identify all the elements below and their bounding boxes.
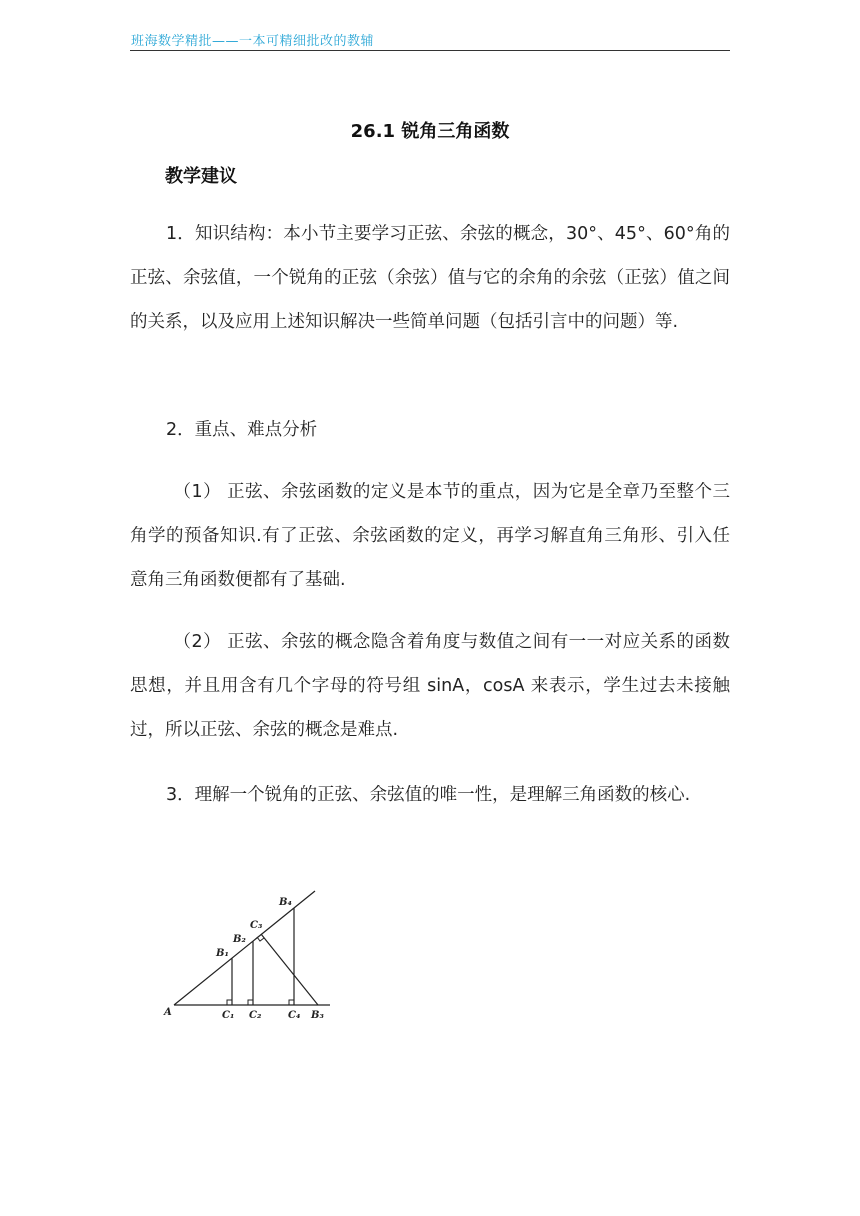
label-c1: C₁ xyxy=(222,1010,235,1021)
label-b4: B₄ xyxy=(279,897,292,908)
page-title: 26.1 锐角三角函数 xyxy=(350,121,510,142)
right-angle-mark-c3 xyxy=(257,937,264,941)
paragraph-key-points-heading xyxy=(130,408,730,452)
page-header xyxy=(130,28,730,51)
paragraph-text: 3．理解一个锐角的正弦、余弦值的唯一性，是理解三角函数的核心. xyxy=(166,785,691,805)
paragraph-uniqueness xyxy=(130,773,730,817)
label-b3: B₃ xyxy=(311,1010,324,1021)
paragraph-key-point-2 xyxy=(130,620,730,752)
label-c2: C₂ xyxy=(249,1010,262,1021)
label-a: A xyxy=(164,1007,172,1018)
paragraph-text: （1） 正弦、余弦函数的定义是本节的重点，因为它是全章乃至整个三角学的预备知识.有了正弦、余弦函数的定义，再学习解直角三角形、引入任意角三角函数便都有了基础. xyxy=(130,482,730,590)
label-c3: C₃ xyxy=(250,920,263,931)
paragraph-text: 2．重点、难点分析 xyxy=(166,420,318,440)
header-text: 班海数学精批——一本可精细批改的教辅 xyxy=(131,34,375,49)
paragraph-text: （2） 正弦、余弦的概念隐含着角度与数值之间有一一对应关系的函数思想，并且用含有几个字母的符号组 sinA，cosA 来表示，学生过去未接触过，所以正弦、余弦的概念是难点. xyxy=(130,632,730,740)
paragraph-key-point-1 xyxy=(130,470,730,602)
segment-c3b3 xyxy=(261,934,318,1005)
right-angle-mark-c4 xyxy=(289,1000,294,1005)
paragraph-knowledge-structure xyxy=(130,212,730,344)
label-b1: B₁ xyxy=(216,948,229,959)
triangle-figure xyxy=(160,885,340,1025)
label-c4: C₄ xyxy=(288,1010,301,1021)
triangle-diagram xyxy=(160,885,340,1025)
paragraph-text: 1．知识结构：本小节主要学习正弦、余弦的概念，30°、45°、60°角的正弦、余弦值，一个锐角的正弦（余弦）值与它的余角的余弦（正弦）值之间的关系，以及应用上述知识解决一些简单问题（包括引言中的问题）等. xyxy=(130,224,730,332)
label-b2: B₂ xyxy=(233,934,246,945)
right-angle-mark-c2 xyxy=(248,1000,253,1005)
section-heading: 教学建议 xyxy=(165,166,237,187)
right-angle-mark-c1 xyxy=(227,1000,232,1005)
